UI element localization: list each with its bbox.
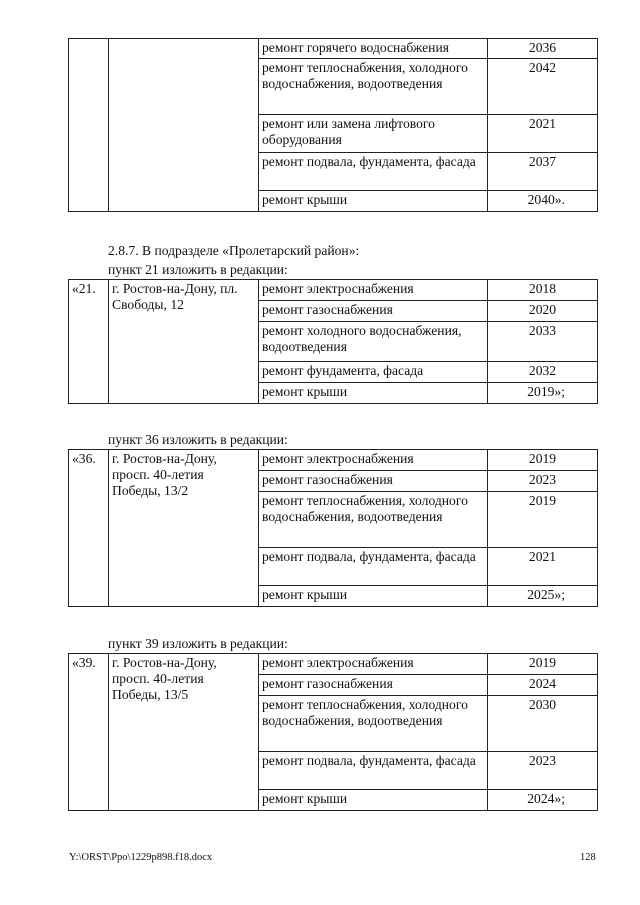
work-cell: ремонт теплоснабжения, холодного водоснабжения, водоотведения <box>259 696 488 752</box>
work-cell: ремонт подвала, фундамента, фасада <box>259 153 488 191</box>
year-cell: 2023 <box>488 752 598 790</box>
work-cell: ремонт крыши <box>259 790 488 811</box>
year-cell: 2020 <box>488 301 598 322</box>
work-cell: ремонт подвала, фундамента, фасада <box>259 752 488 790</box>
work-cell: ремонт крыши <box>259 586 488 607</box>
year-cell: 2037 <box>488 153 598 191</box>
table-row <box>69 39 598 59</box>
table-row <box>69 450 598 471</box>
number-cell: «39. <box>69 654 109 811</box>
work-cell: ремонт теплоснабжения, холодного водоснабжения, водоотведения <box>259 59 488 115</box>
year-cell: 2032 <box>488 362 598 383</box>
number-cell <box>69 39 109 212</box>
year-cell: 2018 <box>488 280 598 301</box>
year-cell: 2019 <box>488 450 598 471</box>
year-cell: 2021 <box>488 115 598 153</box>
work-cell: ремонт холодного водоснабжения, водоотведения <box>259 322 488 362</box>
work-cell: ремонт крыши <box>259 383 488 404</box>
work-cell: ремонт или замена лифтового оборудования <box>259 115 488 153</box>
number-cell: «21. <box>69 280 109 404</box>
year-cell: 2024 <box>488 675 598 696</box>
year-cell: 2025»; <box>488 586 598 607</box>
address-cell <box>109 39 259 212</box>
year-cell: 2040». <box>488 191 598 212</box>
year-cell: 2023 <box>488 471 598 492</box>
year-cell: 2036 <box>488 39 598 59</box>
work-cell: ремонт газоснабжения <box>259 301 488 322</box>
table-row <box>69 280 598 301</box>
address-cell: г. Ростов-на-Дону, просп. 40-летия Победы, 13/5 <box>109 654 259 811</box>
work-cell: ремонт газоснабжения <box>259 675 488 696</box>
year-cell: 2019»; <box>488 383 598 404</box>
work-cell: ремонт крыши <box>259 191 488 212</box>
work-cell: ремонт подвала, фундамента, фасада <box>259 548 488 586</box>
work-cell: ремонт электроснабжения <box>259 280 488 301</box>
year-cell: 2030 <box>488 696 598 752</box>
item-21-table <box>68 279 598 404</box>
item-intro: пункт 39 изложить в редакции: <box>108 636 288 651</box>
work-cell: ремонт электроснабжения <box>259 450 488 471</box>
item-36-table <box>68 449 598 607</box>
item-intro: пункт 21 изложить в редакции: <box>108 262 288 277</box>
work-cell: ремонт теплоснабжения, холодного водоснабжения, водоотведения <box>259 492 488 548</box>
item-39-table <box>68 653 598 811</box>
year-cell: 2021 <box>488 548 598 586</box>
work-cell: ремонт электроснабжения <box>259 654 488 675</box>
year-cell: 2033 <box>488 322 598 362</box>
year-cell: 2019 <box>488 492 598 548</box>
work-cell: ремонт газоснабжения <box>259 471 488 492</box>
continuation-table <box>68 38 598 212</box>
address-cell: г. Ростов-на-Дону, просп. 40-летия Победы, 13/2 <box>109 450 259 607</box>
year-cell: 2024»; <box>488 790 598 811</box>
table-row <box>69 654 598 675</box>
page-number: 128 <box>580 852 596 863</box>
work-cell: ремонт фундамента, фасада <box>259 362 488 383</box>
section-heading: 2.8.7. В подразделе «Пролетарский район»: <box>108 243 360 258</box>
address-cell: г. Ростов-на-Дону, пл. Свободы, 12 <box>109 280 259 404</box>
work-cell: ремонт горячего водоснабжения <box>259 39 488 59</box>
footer-file-path: Y:\ORST\Ppo\1229p898.f18.docx <box>69 852 213 863</box>
year-cell: 2042 <box>488 59 598 115</box>
item-intro: пункт 36 изложить в редакции: <box>108 432 288 447</box>
number-cell: «36. <box>69 450 109 607</box>
year-cell: 2019 <box>488 654 598 675</box>
